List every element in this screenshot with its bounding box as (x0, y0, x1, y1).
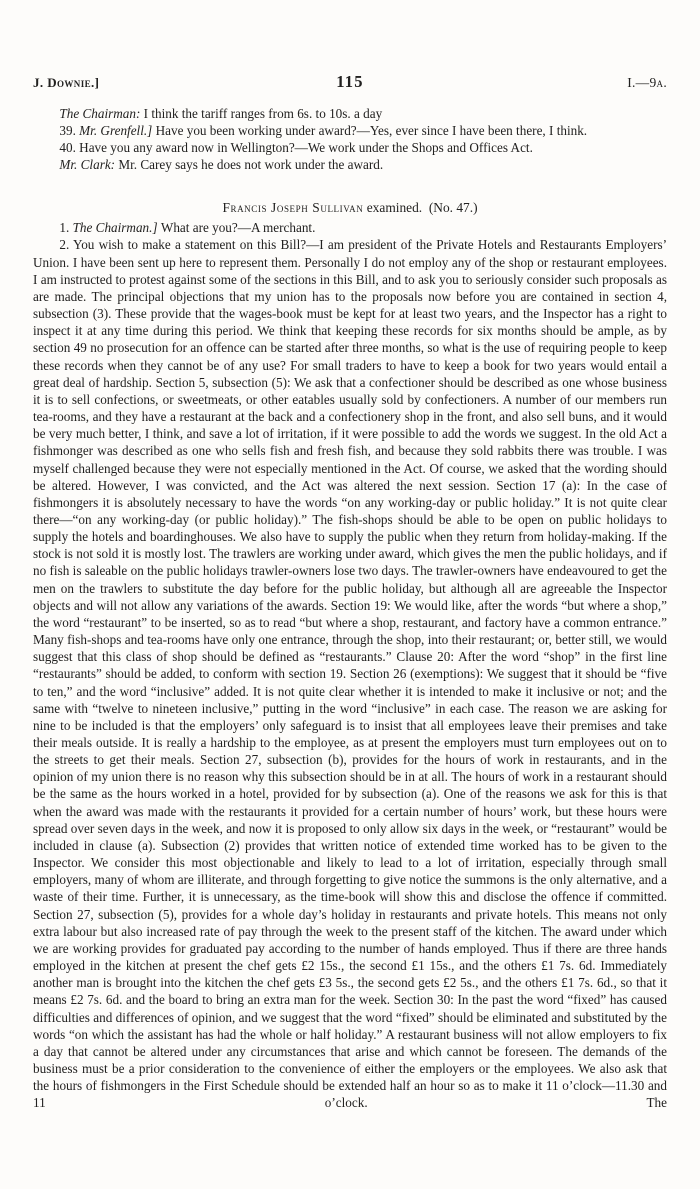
question-number: 39. (59, 123, 80, 139)
running-header (33, 72, 667, 92)
paper-reference: I.—9a. (627, 75, 667, 90)
speaker-name: The Chairman: (59, 106, 144, 121)
transcript-text: What are you?—A merchant. (160, 220, 316, 236)
transcript-text: Have you been working under award?—Yes, ever since I have been there, I think. (155, 123, 588, 139)
previous-examination-block (33, 105, 667, 173)
speaker-name: Mr. Grenfell.] (79, 123, 156, 139)
transcript-text: Have you any award now in Wellington?—We work under the Shops and Offices Act. (79, 140, 533, 156)
question-number: 1. (59, 220, 73, 236)
witness-name: Francis Joseph Sullivan (222, 200, 364, 216)
speaker-name: The Chairman.] (72, 220, 161, 236)
transcript-line-q40 (33, 139, 667, 156)
transcript-line-chairman (33, 105, 667, 122)
page-number: 115 (336, 72, 364, 91)
transcript-line-clark (33, 156, 667, 173)
running-header-witness: J. Downie.] (33, 75, 100, 90)
question-number: 40. (59, 140, 80, 156)
examination-heading-rest: examined. (No. 47.) (363, 200, 478, 216)
speaker-name: Mr. Clark: (59, 157, 119, 173)
transcript-line-q1 (33, 219, 667, 236)
examination-heading (33, 200, 667, 216)
witness-statement-paragraph: 2. You wish to make a statement on this Bill?—I am president of the Private Hotels and Restaurants Employers’ Union. I have been sent up here to represent them. Personally I do not employ any of the shop or restaurant employees. I am instructed to protest against some of the sections in this Bill, and to ask you to seriously consider such proposals as are made. The principal objections that my union has to the proposals now before you are contained in section 4, subsection (3). These provide that the wages-book must be kept for at least two years, and the Inspector has a right to inspect it at any time during this period. We think that keeping these records for six months should be ample, as by section 49 no prosecution for an offence can be started after three months, so what is the use of requiring people to keep these records when they cannot be of any use? For small traders to have to keep a book for two years would entail a great deal of hardship. Section 5, subsection (5): We ask that a confectioner should be described as one whose business it is to sell confections, or sweetmeats, or other eatables usually sold by confectioners. A number of our members run tea-rooms, and they have a restaurant at the back and a confectionery shop in the front, and also sell buns, and it would be very much better, I think, and save a lot of irritation, if it were possible to add the words we suggest. In the old Act a fishmonger was described as one who sells fish and fresh fish, and because they sold rabbits there was trouble. I was myself challenged because they were not especially mentioned in the Act. Of course, we asked that the wording should be altered. However, I was convicted, and the Act was altered the next session. Section 17 (a): In the case of fishmongers it is absolutely necessary to have the words “on any working-day or public holiday.” It is not quite clear there—“on any working-day (or public holiday).” The fish-shops should be able to be open on public holidays to supply the hotels and boardinghouses. We also have to supply the public when they return from holiday-making. If the stock is not sold it is mostly lost. The trawlers are working under award, which gives the men the public holidays, and if no fish is saleable on the public holidays trawler-owners lose two days. The trawler-owners have endeavoured to get the men on the trawlers to substitute the day before for the public holiday, but although all are agreeable the Inspector objects and will not allow any variations of the awards. Section 19: We would like, after the words “but where a shop,” the word “restaurant” to be inserted, so as to read “but where a shop, restaurant, and factory have a common entrance.” Many fish-shops and tea-rooms have only one entrance, through the shop, into their restaurant; or, better still, we would suggest that this class of shop should be defined as “restaurants.” Clause 20: After the word “shop” in the first line “restaurants” should be added, to conform with section 19. Section 26 (exemptions): We suggest that it should be “five to ten,” and the word “inclusive” added. It is not quite clear whether it is intended to make it inclusive or not; and the same with “twelve to nineteen inclusive,” putting in the word “inclusive” in each case. The reason we are asking for nine to be included is that the employers’ only safeguard is to insist that all employees leave their premises and take their meals outside. It is really a hardship to the employee, as at present the employers must turn employees out on to the streets to get their meals. Section 27, subsection (b), provides for the hours of work in restaurants, and in the opinion of my union there is no reason why this subsection should be in at all. The hours of work in a restaurant should be the same as the hours worked in a hotel, provided for by subsection (a). One of the reasons we ask for this is that when the award was made with the restaurants it provided for a certain number of hours’ work, but these hours were spread over seven days in the week, and now it is proposed to only allow six days in the week, or “restaurant” would be included in clause (a). Subsection (2) provides that written notice of extended time worked has to be given to the Inspector. We consider this most objectionable and likely to lead to a lot of irritation, especially through small employers, many of whom are illiterate, and through forgetting to give notice the summons is the only alternative, and a waste of their time. Further, it is unnecessary, as the time-book will show this and disclose the offence if committed. Section 27, subsection (5), provides for a whole day’s holiday in restaurants and private hotels. This means not only extra labour but also increased rate of pay through the week to the present staff of the kitchen. The award under which we are working provides for graduated pay according to the number of hands employed. Thus if there are three hands employed in the kitchen at present the chef gets £2 15s., the second £1 15s., and the others £1 7s. 6d. Immediately another man is brought into the kitchen the chef gets £3 5s., the second gets £2 5s., and the others £1 7s. 6d., so that it means £2 7s. 6d. and the board to bring an extra man for the week. Section 30: In the past the word “fixed” has caused difficulties and differences of opinion, and we suggest that the word “fixed” should be eliminated and substituted by the words “on which the assistant has had the whole or half holiday.” A restaurant business will not allow employers to fix a day that cannot be altered under any circumstances that arise and which cannot be foreseen. The demands of the business must be a prior consideration to the convenience of either the employers or the employees. We also ask that the hours of fishmongers in the First Schedule should be extended half an hour so as to make it 11 o’clock—11.30 and 11 o’clock. The (33, 237, 667, 1111)
transcript-text: I think the tariff ranges from 6s. to 10s. a day (143, 106, 383, 121)
transcript-text: Mr. Carey says he does not work under the award. (118, 157, 384, 173)
transcript-line-q39 (33, 122, 667, 139)
